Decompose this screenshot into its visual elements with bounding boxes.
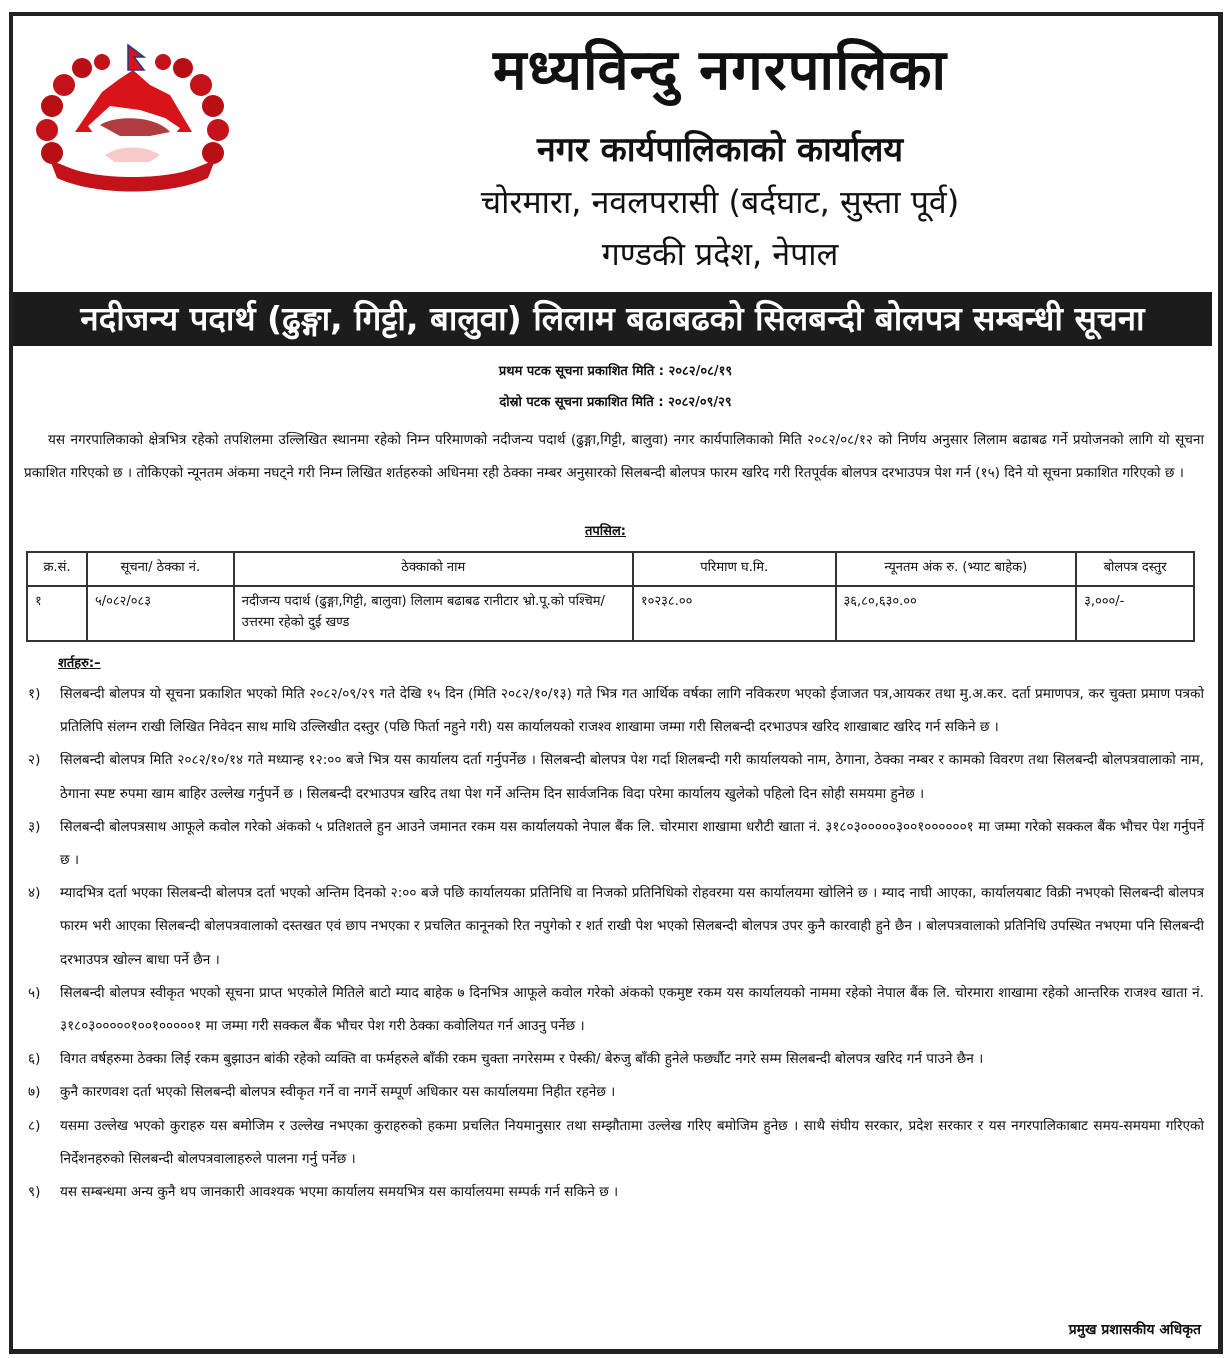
term-item xyxy=(24,678,1204,744)
flag xyxy=(128,45,144,70)
term-text: विगत वर्षहरुमा ठेक्का लिई रकम बुझाउन बांकी रहेको व्यक्ति वा फर्महरुले बाँकी रकम चुक्ता नगरेसम्म र पेस्की/ बेरुजु बाँकी हुनेले फर्छ्यौट नगरे सम्म सिलबन्दी बोलपत्र खरिद गर्न पाउने छैन । xyxy=(60,1051,984,1068)
term-text: म्यादभित्र दर्ता भएका सिलबन्दी बोलपत्र दर्ता भएको अन्तिम दिनको २:०० बजे पछि कार्यालयका प्रतिनिधि वा निजको प्रतिनिधिको रोहवरमा यस कार्यालयमा खोलिने छ । म्याद नाघी आएका, कार्यालयबाट विक्री नभएको सिलबन्दी बोलपत्र फारम भरी आएका सिलबन्दी बोलपत्रवालाको दस्तखत एवं छाप नभएका र प्रचलित कानूनको रित नपुगेको र शर्त राखी पेश भएको सिलबन्दी बोलपत्र उपर कुनै कारवाही हुने छैन । बोलपत्रवालाको प्रतिनिधि उपस्थित नभएमा पनि सिलबन्दी दरभाउपत्र खोल्न बाधा पर्ने छैन । xyxy=(60,885,1204,968)
term-number: ६) xyxy=(28,1051,41,1068)
col-notice-number: सूचना/ ठेक्का नं. xyxy=(87,552,234,586)
term-text: सिलबन्दी बोलपत्र यो सूचना प्रकाशित भएको मिति २०८२/०९/२९ गते देखि १५ दिन (मिति २०८२/१०/१३) गते भित्र गत आर्थिक वर्षका लागि नविकरण भएको ईजाजत पत्र,आयकर तथा मु.अ.कर. दर्ता प्रमाणपत्र, कर चुक्ता प्रमाण पत्रको प्रतिलिपि संलग्न राखी लिखित निवेदन साथ माथि उल्लिखीत दस्तुर (पछि फिर्ता नहुने गरी) यस कार्यालयको राजश्व शाखामा जम्मा गरी सिलबन्दी दरभाउपत्र खरिद शाखाबाट खरिद गर्न सकिने छ । xyxy=(60,686,1204,736)
nepal-emblem-icon xyxy=(30,40,235,210)
details-heading: तपसिल: xyxy=(585,524,626,539)
term-number: ९) xyxy=(28,1184,41,1201)
intro-paragraph: यस नगरपालिकाको क्षेत्रभित्र रहेको तपशिलमा उल्लिखित स्थानमा रहेको निम्न परिमाणको नदीजन्य पदार्थ (ढुङ्गा,गिट्टी, बालुवा) नगर कार्यपालिकाको मिति २०८२/०८/१२ को निर्णय अनुसार लिलाम बढाबढ गर्ने प्रयोजनको लागि यो सूचना प्रकाशित गरिएको छ । तोकिएको न्यूनतम अंकमा नघट्ने गरी निम्न लिखित शर्तहरुको अधिनमा रही ठेक्का नम्बर अनुसारको सिलबन्दी बोलपत्र फारम खरिद गरी रितपूर्वक बोलपत्र दरभाउपत्र पेश गर्न (१५) दिने यो सूचना प्रकाशित गरिएको छ । xyxy=(24,432,1204,481)
term-text: यस सम्बन्धमा अन्य कुनै थप जानकारी आवश्यक भएमा कार्यालय समयभित्र यस कार्यालयमा सम्पर्क गर्न सकिने छ । xyxy=(60,1184,619,1201)
term-number: ५) xyxy=(28,984,41,1001)
term-number: २) xyxy=(28,752,41,769)
term-number: ८) xyxy=(28,1117,41,1134)
term-number: ४) xyxy=(28,885,41,902)
term-number: ३) xyxy=(28,818,41,835)
municipality-name: मध्यविन्दु नगरपालिका xyxy=(492,38,947,103)
term-item xyxy=(24,877,1204,977)
intro-paragraph-block xyxy=(24,424,1204,490)
cell-tender-fee: ३,०००/- xyxy=(1076,586,1194,641)
col-tender-fee: बोलपत्र दस्तुर xyxy=(1076,552,1194,586)
cell-serial: १ xyxy=(27,586,87,641)
cell-minimum-amount: ३६,८०,६३०.०० xyxy=(836,586,1077,641)
notice-title: नदीजन्य पदार्थ (ढुङ्गा, गिट्टी, बालुवा) लिलाम बढाबढको सिलबन्दी बोलपत्र सम्बन्धी सूचना xyxy=(13,292,1212,346)
term-number: ७) xyxy=(28,1084,41,1101)
term-item xyxy=(24,1043,1204,1076)
col-quantity: परिमाण घ.मि. xyxy=(633,552,836,586)
office-address: चोरमारा, नवलपरासी (बर्दघाट, सुस्ता पूर्व) xyxy=(480,183,960,221)
term-text: सिलबन्दी बोलपत्र मिति २०८२/१०/१४ गते मध्यान्ह १२:०० बजे भित्र यस कार्यालय दर्ता गर्नुपर्नेछ । सिलबन्दी बोलपत्र पेश गर्दा शिलबन्दी गरी कार्यालयको नाम, ठेगाना, ठेक्का नम्बर र कामको विवरण तथा सिलबन्दी बोलपत्रवालाको नाम, ठेगाना स्पष्ट रुपमा खाम बाहिर उल्लेख गर्नुपर्ने छ । सिलबन्दी दरभाउपत्र खरिद तथा पेश गर्ने अन्तिम दिन सार्वजनिक विदा परेमा कार्यालय खुलेको पहिलो दिन सोही समयमा हुनेछ । xyxy=(60,752,1204,802)
term-item xyxy=(24,1110,1204,1176)
term-item xyxy=(24,811,1204,877)
signatory-title: प्रमुख प्रशासकीय अधिकृत xyxy=(1068,1322,1201,1338)
table-row xyxy=(27,586,1194,641)
office-name: नगर कार्यपालिकाको कार्यालय xyxy=(536,130,904,170)
province-country: गण्डकी प्रदेश, नेपाल xyxy=(601,235,839,273)
col-serial: क्र.सं. xyxy=(27,552,87,586)
term-number: १) xyxy=(28,686,41,702)
term-text: यसमा उल्लेख भएको कुराहरु यस बमोजिम र उल्लेख नभएका कुराहरुको हकमा प्रचलित नियमानुसार तथा सम्झौतामा उल्लेख गरिए बमोजिम हुनेछ । साथै संघीय सरकार, प्रदेश सरकार र यस नगरपालिकाबाट समय-समयमा गरिएको निर्देशनहरुको सिलबन्दी बोलपत्रवालाहरुले पालना गर्नु पर्नेछ । xyxy=(60,1117,1204,1167)
first-publication-date: प्रथम पटक सूचना प्रकाशित मिति : २०८२/०८/१९ xyxy=(498,364,733,379)
terms-heading: शर्तहरु:– xyxy=(58,656,101,671)
term-item xyxy=(24,1176,1204,1209)
term-text: सिलबन्दी बोलपत्र स्वीकृत भएको सूचना प्राप्त भएकोले मितिले बाटो म्याद बाहेक ७ दिनभित्र आफूले कवोल गरेको अंकको एकमुष्ट रकम यस कार्यालयको नाममा रहेको नेपाल बैंक लि. चोरमारा शाखामा रहेको आन्तरिक राजश्व खाता नं. ३१८०३०००००१००१०००००१ मा जम्मा गरी सक्कल बैंक भौचर पेश गरी ठेक्का कवोलियत गर्न आउनु पर्नेछ । xyxy=(60,984,1204,1035)
term-item xyxy=(24,1076,1204,1109)
term-text: कुनै कारणवश दर्ता भएको सिलबन्दी बोलपत्र स्वीकृत गर्ने वा नगर्ने सम्पूर्ण अधिकार यस कार्यालयमा निहीत रहनेछ । xyxy=(60,1084,616,1101)
term-text: सिलबन्दी बोलपत्रसाथ आफूले कवोल गरेको अंकको ५ प्रतिशतले हुन आउने जमानत रकम यस कार्यालयको नेपाल बैंक लि. चोरमारा शाखामा धरौटी खाता नं. ३१८०३०००००३००१००००००१ मा जम्मा गरेको सक्कल बैंक भौचर पेश गर्नुपर्ने छ । xyxy=(60,818,1204,869)
col-minimum-amount: न्यूनतम अंक रु. (भ्याट बाहेक) xyxy=(836,552,1077,586)
second-publication-date: दोस्रो पटक सूचना प्रकाशित मिति : २०८२/०९/२९ xyxy=(499,395,732,410)
cell-quantity: १०२३८.०० xyxy=(633,586,836,641)
table-header-row xyxy=(27,552,1194,586)
cell-notice-number: ५/०८२/०८३ xyxy=(87,586,234,641)
cell-contract-name: नदीजन्य पदार्थ (ढुङ्गा,गिट्टी, बालुवा) लिलाम बढाबढ रानीटार भ्रो.पू.को पश्चिम/उत्तरमा रहेको दुई खण्ड xyxy=(234,586,633,641)
terms-list xyxy=(24,678,1204,1209)
term-item xyxy=(24,977,1204,1043)
col-contract-name: ठेक्काको नाम xyxy=(234,552,633,586)
tender-table xyxy=(26,551,1195,642)
term-item xyxy=(24,744,1204,810)
